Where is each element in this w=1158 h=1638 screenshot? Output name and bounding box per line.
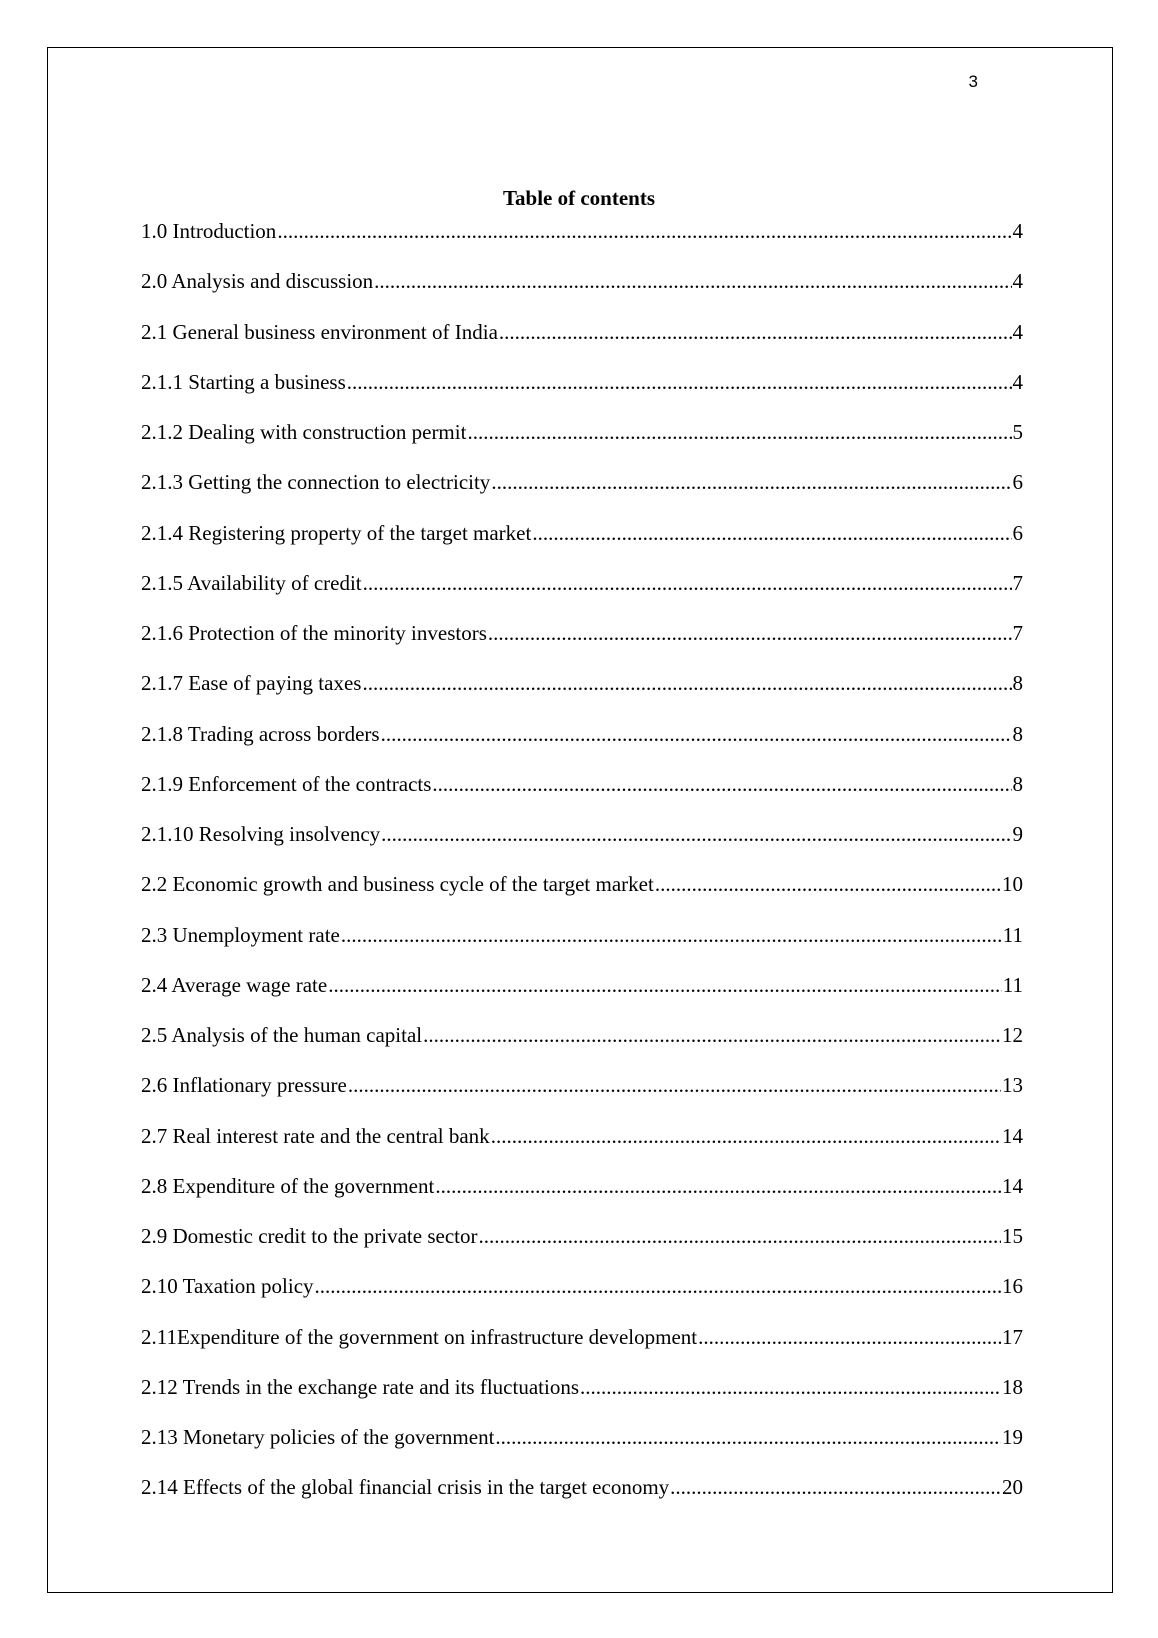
toc-entry[interactable] (141, 269, 1023, 319)
toc-entry-title: 2.0 Analysis and discussion (141, 269, 374, 294)
toc-entry-title: 2.1.3 Getting the connection to electricity (141, 470, 491, 495)
toc-dot-leader (698, 1325, 1001, 1350)
toc-entry[interactable] (141, 973, 1023, 1023)
toc-entry-page-number: 7 (1012, 570, 1023, 595)
toc-entry-page-number: 12 (1002, 1023, 1023, 1047)
toc-dot-leader (381, 822, 1011, 847)
toc-dot-leader (423, 1023, 1001, 1048)
toc-entry-title: 2.1.2 Dealing with construction permit (141, 420, 467, 444)
toc-dot-leader (495, 1425, 1001, 1450)
toc-entry[interactable] (141, 521, 1023, 571)
toc-entry-title: 2.2 Economic growth and business cycle of the target market (141, 872, 654, 897)
toc-entry-page-number: 5 (1012, 420, 1023, 444)
toc-entry-page-number: 6 (1012, 470, 1023, 495)
toc-entry[interactable] (141, 320, 1023, 370)
toc-entry-page-number: 4 (1012, 219, 1023, 243)
toc-entry-title: 2.1.5 Availability of credit (141, 570, 362, 595)
toc-entry-page-number: 15 (1002, 1224, 1023, 1248)
toc-entry-title: 2.3 Unemployment rate (141, 922, 340, 947)
toc-list (141, 219, 1023, 1526)
toc-dot-leader (580, 1375, 1001, 1400)
toc-entry[interactable] (141, 1274, 1023, 1324)
toc-entry-title: 2.1.8 Trading across borders (141, 721, 380, 746)
toc-entry[interactable] (141, 772, 1023, 822)
toc-dot-leader (374, 269, 1011, 294)
toc-dot-leader (341, 923, 1002, 948)
toc-entry-title: 2.14 Effects of the global financial crisis in the target economy (141, 1475, 670, 1500)
toc-entry[interactable] (141, 470, 1023, 520)
toc-dot-leader (499, 320, 1012, 345)
toc-entry-page-number: 4 (1012, 269, 1023, 294)
toc-entry-title: 2.5 Analysis of the human capital (141, 1023, 423, 1047)
toc-entry-title: 2.4 Average wage rate (141, 972, 328, 997)
toc-entry-title: 1.0 Introduction (141, 219, 277, 243)
toc-dot-leader (315, 1274, 1001, 1299)
toc-dot-leader (347, 370, 1012, 395)
toc-entry-title: 2.9 Domestic credit to the private sector (141, 1224, 478, 1248)
toc-entry-page-number: 11 (1002, 922, 1023, 947)
toc-entry-page-number: 11 (1002, 972, 1023, 997)
toc-entry-title: 2.1.6 Protection of the minority investors (141, 621, 487, 645)
toc-dot-leader (362, 671, 1011, 696)
toc-entry-title: 2.1.7 Ease of paying taxes (141, 671, 362, 696)
toc-entry-page-number: 13 (1002, 1073, 1023, 1098)
toc-dot-leader (363, 571, 1012, 596)
toc-entry[interactable] (141, 1475, 1023, 1525)
toc-dot-leader (655, 872, 1001, 897)
toc-entry-page-number: 9 (1012, 822, 1023, 846)
toc-entry[interactable] (141, 420, 1023, 470)
toc-entry-title: 2.11Expenditure of the government on infrastructure development (141, 1324, 698, 1349)
toc-entry[interactable] (141, 571, 1023, 621)
toc-entry-page-number: 18 (1002, 1374, 1023, 1399)
toc-title: Table of contents (502, 186, 656, 210)
toc-entry[interactable] (141, 370, 1023, 420)
toc-entry[interactable] (141, 1375, 1023, 1425)
toc-entry-title: 2.1.10 Resolving insolvency (141, 822, 381, 846)
toc-entry-title: 2.12 Trends in the exchange rate and its fluctuations (141, 1374, 579, 1399)
toc-entry-page-number: 19 (1002, 1425, 1023, 1449)
toc-entry-title: 2.10 Taxation policy (141, 1274, 314, 1299)
toc-entry[interactable] (141, 1023, 1023, 1073)
toc-entry-page-number: 16 (1002, 1274, 1023, 1299)
toc-entry[interactable] (141, 722, 1023, 772)
toc-dot-leader (435, 1174, 1001, 1199)
toc-entry-title: 2.1.1 Starting a business (141, 369, 346, 394)
toc-entry[interactable] (141, 822, 1023, 872)
toc-entry[interactable] (141, 671, 1023, 721)
toc-entry[interactable] (141, 1425, 1023, 1475)
toc-entry[interactable] (141, 1325, 1023, 1375)
toc-dot-leader (348, 1073, 1001, 1098)
toc-entry-page-number: 6 (1012, 520, 1023, 545)
toc-entry-title: 2.1 General business environment of India (141, 319, 498, 344)
toc-dot-leader (478, 1224, 1001, 1249)
toc-entry-page-number: 8 (1012, 671, 1023, 696)
toc-entry[interactable] (141, 1124, 1023, 1174)
toc-entry-page-number: 14 (1002, 1123, 1023, 1148)
toc-entry[interactable] (141, 872, 1023, 922)
toc-entry-page-number: 8 (1012, 771, 1023, 796)
toc-dot-leader (491, 1124, 1001, 1149)
toc-entry-title: 2.7 Real interest rate and the central bank (141, 1123, 490, 1148)
toc-entry-page-number: 20 (1002, 1475, 1023, 1500)
toc-entry-title: 2.13 Monetary policies of the government (141, 1425, 495, 1449)
toc-entry[interactable] (141, 219, 1023, 269)
toc-entry-page-number: 4 (1012, 369, 1023, 394)
toc-dot-leader (432, 772, 1011, 797)
toc-dot-leader (670, 1475, 1001, 1500)
toc-entry-title: 2.1.4 Registering property of the target market (141, 520, 532, 545)
toc-dot-leader (532, 521, 1011, 546)
toc-dot-leader (467, 420, 1011, 445)
toc-dot-leader (491, 470, 1011, 495)
toc-dot-leader (277, 219, 1011, 244)
toc-dot-leader (488, 621, 1012, 646)
toc-entry-page-number: 10 (1002, 872, 1023, 897)
toc-entry[interactable] (141, 923, 1023, 973)
toc-entry[interactable] (141, 1073, 1023, 1123)
toc-entry-page-number: 4 (1012, 319, 1023, 344)
toc-entry-page-number: 17 (1002, 1324, 1023, 1349)
toc-dot-leader (328, 973, 1002, 998)
toc-entry-title: 2.1.9 Enforcement of the contracts (141, 771, 432, 796)
toc-entry-title: 2.8 Expenditure of the government (141, 1173, 435, 1198)
toc-entry-page-number: 7 (1012, 621, 1023, 645)
toc-dot-leader (381, 722, 1012, 747)
page-number: 3 (968, 72, 978, 91)
toc-entry[interactable] (141, 1224, 1023, 1274)
toc-entry-page-number: 14 (1002, 1173, 1023, 1198)
toc-entry[interactable] (141, 621, 1023, 671)
toc-entry-title: 2.6 Inflationary pressure (141, 1073, 347, 1098)
toc-entry-page-number: 8 (1012, 721, 1023, 746)
toc-entry[interactable] (141, 1174, 1023, 1224)
